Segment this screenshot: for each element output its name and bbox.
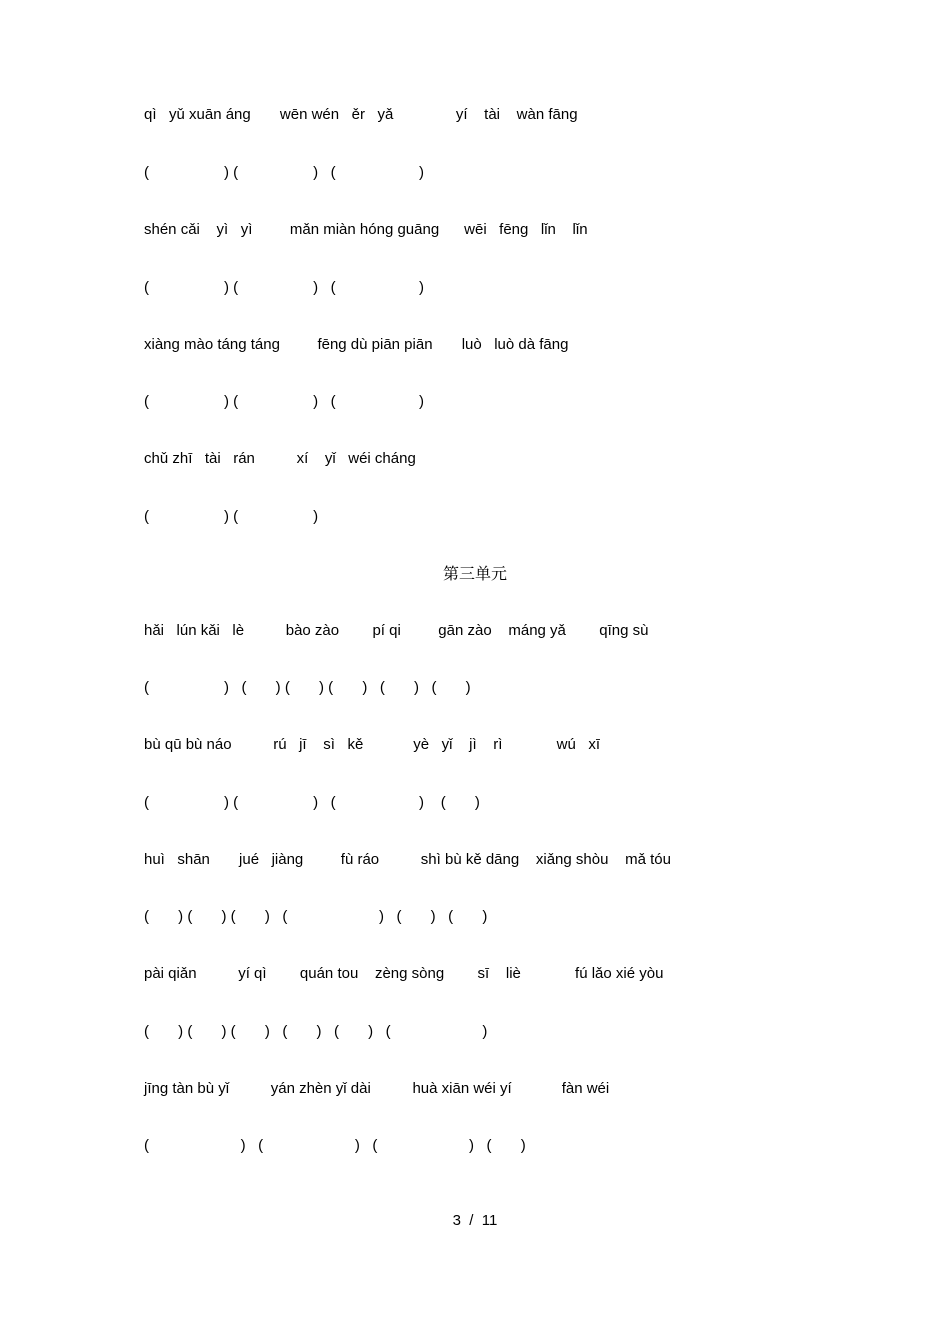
answer-line-8: ( ) ( ) ( ) ( ) ( ) ( ) (144, 1023, 488, 1040)
pinyin-line-3: xiàng mào táng táng fēng dù piān piān luò luò dà fāng (144, 336, 569, 353)
pinyin-line-7: huì shān jué jiàng fù ráo shì bù kě dāng xiǎng shòu mǎ tóu (144, 851, 671, 868)
section-heading: 第三单元 (442, 564, 507, 583)
answer-line-5: ( ) ( ) ( ) ( ) ( ) ( ) (144, 679, 471, 696)
answer-line-6: ( ) ( ) ( ) ( ) (144, 794, 480, 811)
pinyin-line-5: hǎi lún kǎi lè bào zào pí qi gān zào máng yǎ qīng sù (144, 622, 649, 639)
answer-line-1: ( ) ( ) ( ) (144, 164, 425, 181)
pinyin-line-4: chǔ zhī tài rán xí yǐ wéi cháng (144, 450, 416, 467)
answer-line-2: ( ) ( ) ( ) (144, 279, 425, 296)
pinyin-line-2: shén cǎi yì yì mǎn miàn hóng guāng wēi fēng lǐn lǐn (144, 221, 588, 238)
pinyin-line-8: pài qiǎn yí qì quán tou zèng sòng sī liè fú lǎo xié yòu (144, 965, 664, 982)
page-indicator: 3 / 11 (452, 1212, 498, 1229)
answer-line-9: ( ) ( ) ( ) ( ) (144, 1137, 526, 1154)
answer-line-7: ( ) ( ) ( ) ( ) ( ) ( ) (144, 908, 488, 925)
pinyin-line-6: bù qū bù náo rú jī sì kě yè yǐ jì rì wú xī (144, 736, 600, 753)
pinyin-line-1: qì yǔ xuān áng wēn wén ěr yǎ yí tài wàn fāng (144, 106, 578, 123)
pinyin-line-9: jīng tàn bù yǐ yán zhèn yǐ dài huà xiān wéi yí fàn wéi (144, 1080, 610, 1097)
answer-line-3: ( ) ( ) ( ) (144, 393, 425, 410)
answer-line-4: ( ) ( ) (144, 508, 319, 525)
